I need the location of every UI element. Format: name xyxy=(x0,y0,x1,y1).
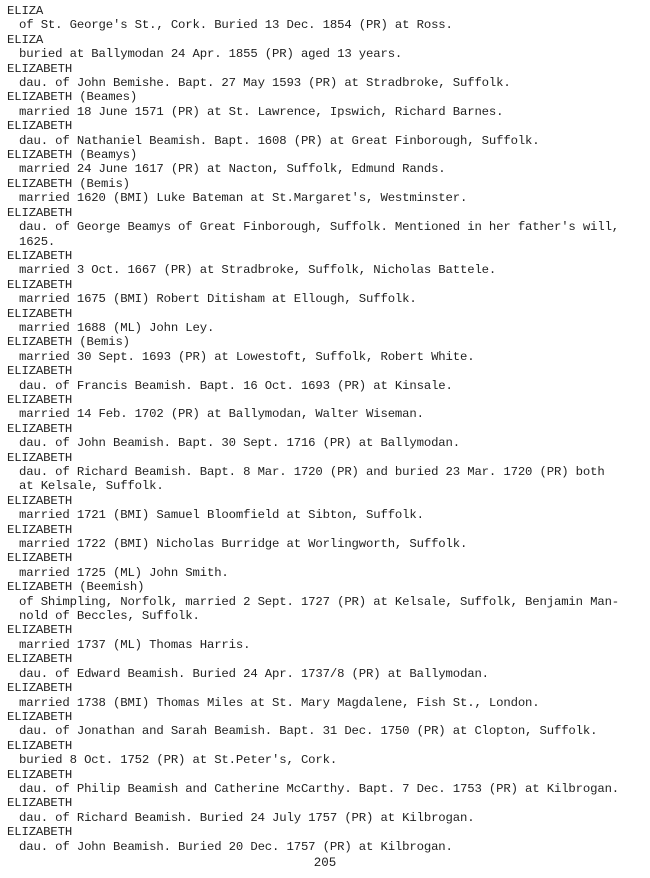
record-entry xyxy=(7,825,647,854)
record-entry xyxy=(7,580,647,623)
record-entry xyxy=(7,90,647,119)
entry-name: ELIZABETH (Beemish) xyxy=(7,580,145,595)
entry-text: dau. of Richard Beamish. Buried 24 July 1757 (PR) at Kilbrogan. xyxy=(19,810,475,825)
entry-text: dau. of John Bemishe. Bapt. 27 May 1593 (PR) at Stradbroke, Suffolk. xyxy=(19,76,511,91)
entry-name: ELIZABETH xyxy=(7,652,73,667)
entry-text: dau. of Nathaniel Beamish. Bapt. 1608 (PR) at Great Finborough, Suffolk. xyxy=(19,133,540,148)
entry-name: ELIZABETH xyxy=(7,551,73,566)
entry-text: married 1722 (BMI) Nicholas Burridge at Worlingworth, Suffolk. xyxy=(19,537,468,552)
entry-text: married 1737 (ML) Thomas Harris. xyxy=(19,637,251,652)
entry-name: ELIZABETH xyxy=(7,61,73,76)
entry-text: dau. of John Beamish. Bapt. 30 Sept. 1716 (PR) at Ballymodan. xyxy=(19,436,460,451)
entry-name: ELIZABETH xyxy=(7,421,73,436)
record-entry xyxy=(7,739,647,768)
entry-name: ELIZABETH (Beames) xyxy=(7,90,138,105)
entry-name: ELIZABETH xyxy=(7,796,73,811)
entry-name: ELIZABETH (Bemis) xyxy=(7,176,130,191)
entry-name: ELIZABETH xyxy=(7,248,73,263)
entry-name: ELIZABETH xyxy=(7,392,73,407)
record-entry xyxy=(7,335,647,364)
record-entry xyxy=(7,523,647,552)
record-entry xyxy=(7,364,647,393)
record-entry xyxy=(7,62,647,91)
entry-text: married 1620 (BMI) Luke Bateman at St.Margaret's, Westminster. xyxy=(19,191,468,206)
entry-name: ELIZABETH xyxy=(7,767,73,782)
entry-text: dau. of Philip Beamish and Catherine McCarthy. Bapt. 7 Dec. 1753 (PR) at Kilbrogan. xyxy=(19,781,620,796)
record-entry xyxy=(7,796,647,825)
entry-text: married 1738 (BMI) Thomas Miles at St. Mary Magdalene, Fish St., London. xyxy=(19,695,540,710)
entry-text: dau. of Richard Beamish. Bapt. 8 Mar. 1720 (PR) and buried 23 Mar. 1720 (PR) both xyxy=(19,465,605,479)
record-entry xyxy=(7,768,647,797)
entry-name: ELIZABETH xyxy=(7,450,73,465)
record-entry xyxy=(7,681,647,710)
entry-text: married 14 Feb. 1702 (PR) at Ballymodan, Walter Wiseman. xyxy=(19,407,424,422)
entry-name: ELIZABETH (Beamys) xyxy=(7,148,138,163)
record-entry xyxy=(7,393,647,422)
entry-text: married 30 Sept. 1693 (PR) at Lowestoft, Suffolk, Robert White. xyxy=(19,349,475,364)
entry-name: ELIZA xyxy=(7,32,44,47)
entry-name: ELIZABETH xyxy=(7,306,73,321)
entry-name: ELIZABETH xyxy=(7,277,73,292)
entry-text: married 18 June 1571 (PR) at St. Lawrence, Ipswich, Richard Barnes. xyxy=(19,104,504,119)
record-entry xyxy=(7,119,647,148)
entry-name: ELIZABETH xyxy=(7,205,73,220)
record-entry xyxy=(7,148,647,177)
entry-name: ELIZABETH xyxy=(7,119,73,134)
entry-name: ELIZABETH xyxy=(7,364,73,379)
entry-name: ELIZABETH xyxy=(7,681,73,696)
record-entry xyxy=(7,422,647,451)
entry-text-continuation: nold of Beccles, Suffolk. xyxy=(19,609,200,624)
record-entry xyxy=(7,494,647,523)
entry-text: buried at Ballymodan 24 Apr. 1855 (PR) aged 13 years. xyxy=(19,47,403,62)
entry-name: ELIZABETH xyxy=(7,493,73,508)
entry-text-continuation: at Kelsale, Suffolk. xyxy=(19,479,164,494)
entry-text: dau. of Francis Beamish. Bapt. 16 Oct. 1693 (PR) at Kinsale. xyxy=(19,378,453,393)
record-entry xyxy=(7,652,647,681)
record-entry xyxy=(7,278,647,307)
entry-text: dau. of George Beamys of Great Finborough, Suffolk. Mentioned in her father's will, xyxy=(19,220,620,235)
record-entry xyxy=(7,623,647,652)
record-entry xyxy=(7,177,647,206)
entry-name: ELIZABETH xyxy=(7,522,73,537)
record-entry xyxy=(7,249,647,278)
entry-list xyxy=(7,4,647,854)
entry-name: ELIZABETH xyxy=(7,709,73,724)
entry-text: dau. of John Beamish. Buried 20 Dec. 1757 (PR) at Kilbrogan. xyxy=(19,839,453,854)
page-number: 205 xyxy=(313,856,337,870)
entry-text: married 24 June 1617 (PR) at Nacton, Suffolk, Edmund Rands. xyxy=(19,162,446,177)
entry-text: dau. of Edward Beamish. Buried 24 Apr. 1737/8 (PR) at Ballymodan. xyxy=(19,666,489,681)
entry-name: ELIZABETH xyxy=(7,738,73,753)
record-entry xyxy=(7,206,647,249)
record-entry xyxy=(7,710,647,739)
record-entry xyxy=(7,451,647,494)
entry-name: ELIZABETH xyxy=(7,825,73,840)
entry-name: ELIZABETH (Bemis) xyxy=(7,335,130,350)
entry-name: ELIZABETH xyxy=(7,623,73,638)
entry-text: married 1725 (ML) John Smith. xyxy=(19,565,229,580)
entry-text-continuation: 1625. xyxy=(19,234,56,249)
entry-text: married 1675 (BMI) Robert Ditisham at Ellough, Suffolk. xyxy=(19,292,417,307)
entry-name: ELIZA xyxy=(7,4,44,18)
entry-text: of St. George's St., Cork. Buried 13 Dec. 1854 (PR) at Ross. xyxy=(19,18,453,33)
entry-text: married 3 Oct. 1667 (PR) at Stradbroke, Suffolk, Nicholas Battele. xyxy=(19,263,497,278)
record-entry xyxy=(7,4,647,33)
entry-text: married 1721 (BMI) Samuel Bloomfield at Sibton, Suffolk. xyxy=(19,508,424,523)
record-entry xyxy=(7,33,647,62)
record-entry xyxy=(7,551,647,580)
entry-text: of Shimpling, Norfolk, married 2 Sept. 1727 (PR) at Kelsale, Suffolk, Benjamin Man- xyxy=(19,594,620,609)
entry-text: dau. of Jonathan and Sarah Beamish. Bapt. 31 Dec. 1750 (PR) at Clopton, Suffolk. xyxy=(19,724,598,739)
record-entry xyxy=(7,307,647,336)
entry-text: married 1688 (ML) John Ley. xyxy=(19,320,215,335)
entry-text: buried 8 Oct. 1752 (PR) at St.Peter's, Cork. xyxy=(19,753,338,768)
